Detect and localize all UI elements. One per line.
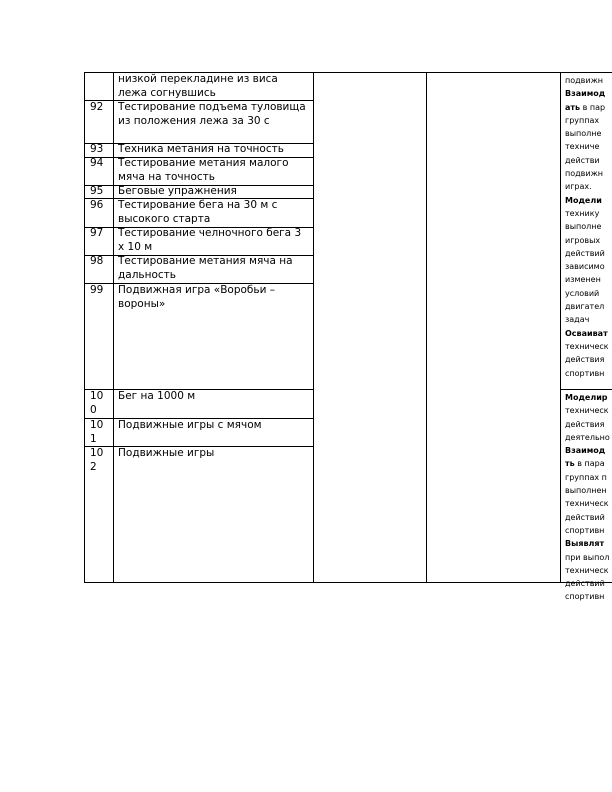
activity-line: играх.	[565, 182, 592, 192]
table-border-bottom	[84, 582, 612, 583]
activity-line: действи	[565, 155, 600, 165]
row-description: Техника метания на точность	[118, 143, 284, 155]
activity-line: действий	[565, 248, 605, 258]
activity-line: спортивн	[565, 525, 605, 535]
activity-line: Взаимод	[565, 89, 606, 99]
activity-line: спортивн	[565, 368, 605, 378]
row-description: Подвижные игры с мячом	[118, 419, 262, 431]
table-divider	[560, 72, 561, 583]
activity-line: техниче	[565, 142, 600, 152]
activity-line: действия	[565, 355, 605, 365]
activity-line: техническ	[565, 565, 609, 575]
row-number: 92	[90, 101, 104, 113]
activity-line: условий	[565, 288, 600, 298]
activity-line: техническ	[565, 499, 609, 509]
row-number: 98	[90, 255, 104, 267]
activity-line: подвижн	[565, 76, 604, 85]
row-number: 102	[90, 447, 104, 473]
activities-cell-lower	[565, 391, 612, 604]
row-number: 95	[90, 185, 104, 197]
row-description: Тестирование подъема туловища из положения лежа за 30 с	[118, 101, 306, 127]
activity-line: Выявлят	[565, 539, 605, 549]
activity-line: Модели	[565, 195, 602, 205]
activity-line: подвижн	[565, 169, 604, 179]
row-description: Подвижные игры	[118, 447, 215, 459]
table-border-left	[84, 72, 85, 583]
row-description: Беговые упражнения	[118, 185, 237, 197]
row-number: 99	[90, 284, 104, 296]
row-description: Бег на 1000 м	[118, 390, 196, 402]
row-number: 100	[90, 390, 104, 416]
activity-line: выполне	[565, 222, 602, 232]
activity-line: при выпол	[565, 552, 610, 562]
activity-line: техническ	[565, 406, 609, 416]
activity-line: зависимо	[565, 262, 605, 272]
table-divider	[113, 72, 114, 583]
activity-line: группах	[565, 115, 600, 125]
activity-line: Осваиват	[565, 328, 608, 338]
activity-line: группах п	[565, 472, 607, 482]
activity-line: деятельно	[565, 432, 610, 442]
activity-line: ать в пар	[565, 102, 606, 112]
activity-line: техническ	[565, 341, 609, 351]
activity-line: выполнен	[565, 486, 607, 496]
activity-line: ть в пара	[565, 459, 605, 469]
activity-line: игровых	[565, 235, 601, 245]
row-number: 93	[90, 143, 104, 155]
row-number: 96	[90, 199, 104, 211]
activity-line: действий	[565, 579, 605, 589]
activity-line: Моделир	[565, 393, 608, 402]
activity-line: двигател	[565, 302, 605, 312]
row-number: 101	[90, 419, 104, 445]
activities-cell-upper	[565, 74, 612, 380]
activity-line: изменен	[565, 275, 601, 285]
activity-line: технику	[565, 208, 600, 218]
row-description: низкой перекладине из виса лежа согнувшись	[118, 73, 278, 99]
activity-line: выполне	[565, 129, 602, 139]
row-description: Подвижная игра «Воробьи – вороны»	[118, 284, 275, 310]
table-divider	[313, 72, 314, 583]
row-description: Тестирование челночного бега 3 х 10 м	[118, 227, 302, 253]
activity-line: спортивн	[565, 592, 605, 602]
right-column-divider	[560, 389, 612, 390]
activity-line: действий	[565, 512, 605, 522]
row-description: Тестирование метания малого мяча на точность	[118, 157, 289, 183]
row-description: Тестирование метания мяча на дальность	[118, 255, 293, 281]
row-number: 97	[90, 227, 104, 239]
activity-line: Взаимод	[565, 446, 606, 456]
row-description: Тестирование бега на 30 м с высокого старта	[118, 199, 278, 225]
activity-line: задач	[565, 315, 590, 325]
row-number: 94	[90, 157, 104, 169]
table-divider	[426, 72, 427, 583]
activity-line: действия	[565, 419, 605, 429]
